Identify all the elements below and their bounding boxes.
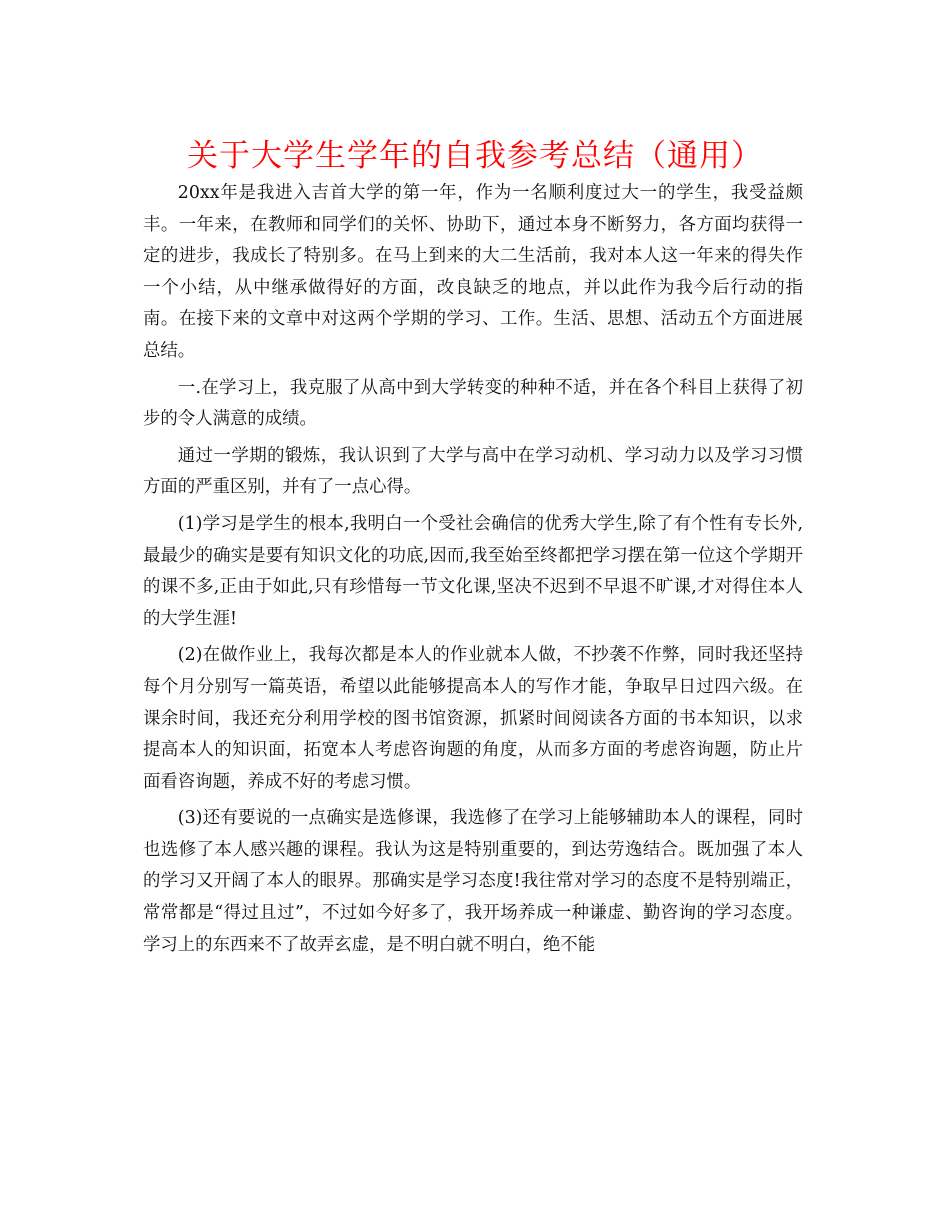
paragraph-intro: 20xx年是我进入吉首大学的第一年，作为一名顺利度过大一的学生，我受益颇丰。一年来，在教师和同学们的关怀、协助下，通过本身不断努力，各方面均获得一定的进步，我成长了特别多。在马上到来的大二生活前，我对本人这一年来的得失作一个小结，从中继承做得好的方面，改良缺乏的地点，并以此作为我今后行动的指南。在接下来的文章中对这两个学期的学习、工作。生活、思想、活动五个方面进展总结。 bbox=[143, 183, 803, 361]
paragraph-point-2: (2)在做作业上，我每次都是本人的作业就本人做，不抄袭不作弊，同时我还坚持每个月分别写一篇英语，希望以此能够提高本人的写作才能，争取早日过四六级。在课余时间，我还充分利用学校的图书馆资源，抓紧时间阅读各方面的书本知识，以求提高本人的知识面，拓宽本人考虑咨询题的角度，从而多方面的考虑咨询题，防止片面看咨询题，养成不好的考虑习惯。 bbox=[143, 645, 803, 792]
document-body bbox=[143, 178, 803, 966]
paragraph-point-1: (1)学习是学生的根本,我明白一个受社会确信的优秀大学生,除了有个性有专长外,最最少的确实是要有知识文化的功底,因而,我至始至终都把学习摆在第一位这个学期开的课不多,正由于如此,只有珍惜每一节文化课,坚决不迟到不早退不旷课,才对得住本人的大学生涯! bbox=[143, 513, 803, 629]
paragraph-point-3: (3)还有要说的一点确实是选修课，我选修了在学习上能够辅助本人的课程，同时也选修了本人感兴趣的课程。我认为这是特别重要的，到达劳逸结合。既加强了本人的学习又开阔了本人的眼界。那确实是学习态度!我往常对学习的态度不是特别端正，常常都是“得过且过”，不过如今好多了，我开场养成一种谦虚、勤咨询的学习态度。学习上的东西来不了故弄玄虚，是不明白就不明白，绝不能 bbox=[143, 808, 803, 955]
paragraph-study-insight: 通过一学期的锻炼，我认识到了大学与高中在学习动机、学习动力以及学习习惯方面的严重区别，并有了一点心得。 bbox=[143, 445, 803, 498]
paragraph-study-heading: 一.在学习上，我克服了从高中到大学转变的种种不适，并在各个科目上获得了初步的令人满意的成绩。 bbox=[143, 377, 803, 430]
document-title: 关于大学生学年的自我参考总结（通用） bbox=[187, 138, 763, 174]
